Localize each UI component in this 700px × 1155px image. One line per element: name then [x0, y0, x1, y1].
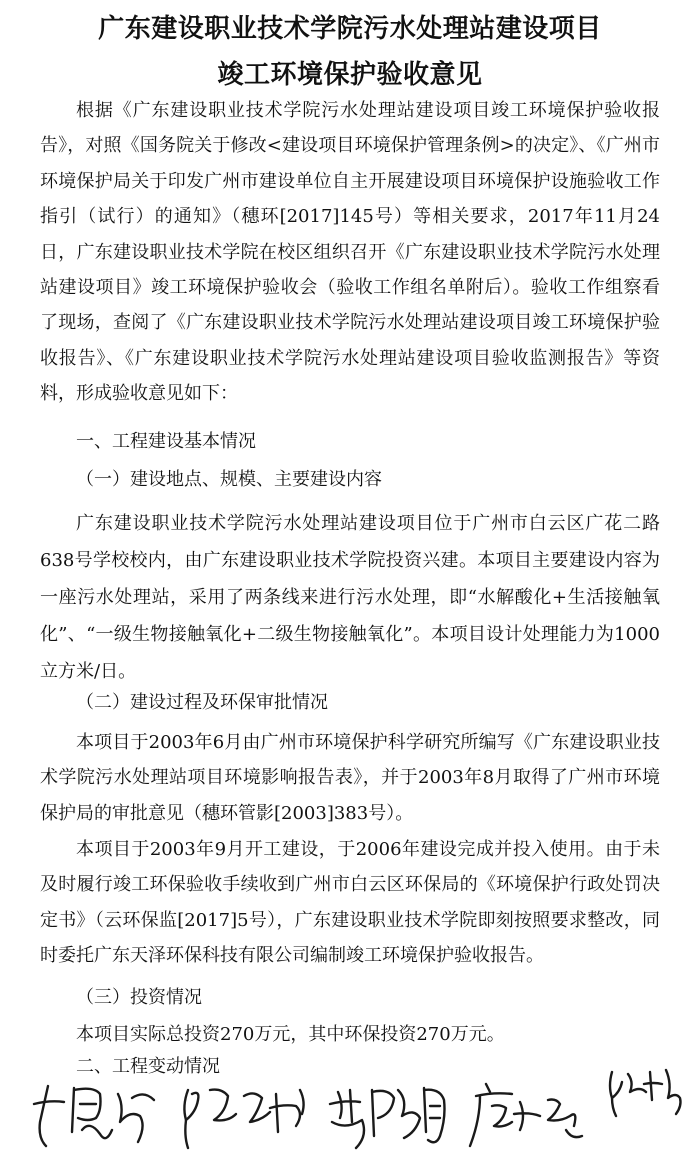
subsection3-paragraph: 本项目实际总投资270万元，其中环保投资270万元。	[76, 1024, 505, 1045]
signature-4	[470, 1084, 582, 1146]
subsection2-heading: （二）建设过程及环保审批情况	[76, 692, 328, 713]
signature-2	[184, 1090, 303, 1148]
subsection3-heading: （三）投资情况	[76, 987, 202, 1008]
signature-3	[330, 1088, 445, 1148]
signature-1	[34, 1086, 154, 1146]
subsection2-paragraph2: 本项目于2003年9月开工建设，于2006年建设完成并投入使用。由于未及时履行竣工环保验收手续收到广州市白云区环保局的《环境保护行政处罚决定书》（云环保监[2017]5号），广东建设职业技术学院即刻按照要求整改，同时委托广东天泽环保科技有限公司编制竣工环境保护验收报告。	[40, 839, 660, 967]
intro-paragraph: 根据《广东建设职业技术学院污水处理站建设项目竣工环境保护验收报告》，对照《国务院关于修改<建设项目环境保护管理条例>的决定》、《广州市环境保护局关于印发广州市建设单位自主开展建设项目环境保护设施验收工作指引（试行）的通知》（穗环[2017]145号）等相关要求，2017年11月24日，广东建设职业技术学院在校区组织召开《广东建设职业技术学院污水处理站建设项目》竣工环境保护验收会（验收工作组名单附后）。验收工作组察看了现场，查阅了《广东建设职业技术学院污水处理站建设项目竣工环境保护验收报告》、《广东建设职业技术学院污水处理站建设项目验收监测报告》等资料，形成验收意见如下：	[40, 100, 660, 405]
section2-heading: 二、工程变动情况	[76, 1056, 220, 1077]
signature-5	[610, 1070, 681, 1116]
document-title-line2: 竣工环境保护验收意见	[217, 60, 483, 90]
signatures-svg	[0, 1060, 700, 1155]
subsection1-heading: （一）建设地点、规模、主要建设内容	[76, 469, 382, 490]
signature-row	[0, 1060, 700, 1155]
subsection1-paragraph: 广东建设职业技术学院污水处理站建设项目位于广州市白云区广花二路638号学校校内，由广东建设职业技术学院投资兴建。本项目主要建设内容为一座污水处理站，采用了两条线来进行污水处理，即“水解酸化+生活接触氧化”、“一级生物接触氧化+二级生物接触氧化”。本项目设计处理能力为1000立方米/日。	[40, 513, 660, 682]
subsection2-paragraph1: 本项目于2003年6月由广州市环境保护科学研究所编写《广东建设职业技术学院污水处理站项目环境影响报告表》，并于2003年8月取得了广州市环境保护局的审批意见（穗环管影[2003]383号）。	[40, 732, 660, 824]
section1-heading: 一、工程建设基本情况	[76, 431, 256, 452]
document-title-line1: 广东建设职业技术学院污水处理站建设项目	[98, 14, 602, 44]
